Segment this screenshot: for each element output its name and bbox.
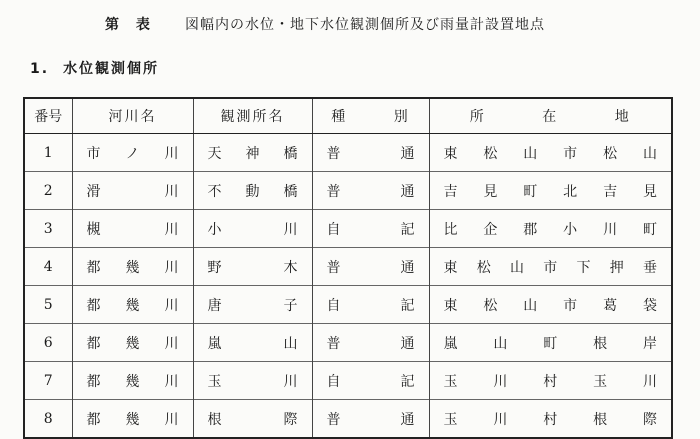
section-title: 水位観測個所 bbox=[63, 61, 160, 77]
table-row bbox=[24, 286, 672, 324]
header-station: 観測所名 bbox=[193, 98, 312, 134]
location-text: 東 松 山 市 葛 袋 bbox=[443, 297, 657, 314]
water-level-table bbox=[23, 97, 673, 439]
observation-type bbox=[312, 248, 429, 286]
section-number: 1. bbox=[30, 61, 50, 77]
observation-type-text: 普 通 bbox=[326, 259, 415, 276]
table-title: 図幅内の水位・地下水位観測個所及び雨量計設置地点 bbox=[185, 17, 545, 33]
station-name bbox=[193, 210, 312, 248]
location bbox=[429, 172, 672, 210]
river-name bbox=[72, 286, 193, 324]
station-name-text: 唐 子 bbox=[207, 297, 298, 314]
observation-type-text: 普 通 bbox=[326, 411, 415, 428]
table-row bbox=[24, 400, 672, 439]
observation-type-text: 普 通 bbox=[326, 145, 415, 162]
station-name bbox=[193, 362, 312, 400]
river-name bbox=[72, 134, 193, 172]
location bbox=[429, 248, 672, 286]
location-text: 比 企 郡 小 川 町 bbox=[443, 221, 657, 238]
row-number: 3 bbox=[24, 210, 72, 248]
table-row bbox=[24, 172, 672, 210]
location bbox=[429, 400, 672, 439]
river-name bbox=[72, 248, 193, 286]
station-name bbox=[193, 248, 312, 286]
location bbox=[429, 134, 672, 172]
observation-type bbox=[312, 134, 429, 172]
station-name-text: 小 川 bbox=[207, 221, 298, 238]
station-name-text: 天 神 橋 bbox=[207, 145, 298, 162]
row-number: 4 bbox=[24, 248, 72, 286]
observation-type-text: 普 通 bbox=[326, 335, 415, 352]
river-name-text: 都 幾 川 bbox=[86, 373, 179, 390]
row-number: 1 bbox=[24, 134, 72, 172]
observation-type bbox=[312, 172, 429, 210]
station-name bbox=[193, 400, 312, 439]
table-row bbox=[24, 210, 672, 248]
section-heading bbox=[30, 58, 159, 78]
table-label: 第 表 bbox=[105, 17, 156, 33]
row-number: 8 bbox=[24, 400, 72, 439]
river-name bbox=[72, 172, 193, 210]
location bbox=[429, 362, 672, 400]
station-name-text: 玉 川 bbox=[207, 373, 298, 390]
location bbox=[429, 210, 672, 248]
header-location: 所 在 地 bbox=[429, 98, 672, 134]
station-name-text: 嵐 山 bbox=[207, 335, 298, 352]
location-text: 玉 川 村 根 際 bbox=[443, 411, 657, 428]
observation-type-text: 自 記 bbox=[326, 221, 415, 238]
table-body bbox=[24, 134, 672, 439]
river-name-text: 滑 川 bbox=[86, 183, 179, 200]
river-name-text: 都 幾 川 bbox=[86, 259, 179, 276]
row-number: 5 bbox=[24, 286, 72, 324]
table-row bbox=[24, 134, 672, 172]
location-text: 東 松 山 市 松 山 bbox=[443, 145, 657, 162]
river-name-text: 槻 川 bbox=[86, 221, 179, 238]
location-text: 東 松 山 市 下 押 垂 bbox=[443, 259, 657, 276]
location bbox=[429, 286, 672, 324]
station-name-text: 根 際 bbox=[207, 411, 298, 428]
station-name bbox=[193, 134, 312, 172]
station-name bbox=[193, 286, 312, 324]
location-text: 嵐 山 町 根 岸 bbox=[443, 335, 657, 352]
location bbox=[429, 324, 672, 362]
station-name bbox=[193, 172, 312, 210]
header-river: 河川名 bbox=[72, 98, 193, 134]
observation-type-text: 自 記 bbox=[326, 297, 415, 314]
table-header-row bbox=[24, 98, 672, 134]
table-row bbox=[24, 324, 672, 362]
river-name bbox=[72, 400, 193, 439]
observation-type bbox=[312, 286, 429, 324]
header-number: 番号 bbox=[24, 98, 72, 134]
river-name bbox=[72, 210, 193, 248]
observation-type-text: 普 通 bbox=[326, 183, 415, 200]
river-name bbox=[72, 324, 193, 362]
table-row bbox=[24, 248, 672, 286]
observation-type-text: 自 記 bbox=[326, 373, 415, 390]
river-name-text: 都 幾 川 bbox=[86, 335, 179, 352]
river-name-text: 都 幾 川 bbox=[86, 411, 179, 428]
observation-type bbox=[312, 400, 429, 439]
row-number: 7 bbox=[24, 362, 72, 400]
station-name-text: 不 動 橋 bbox=[207, 183, 298, 200]
river-name bbox=[72, 362, 193, 400]
row-number: 6 bbox=[24, 324, 72, 362]
table-row bbox=[24, 362, 672, 400]
station-name bbox=[193, 324, 312, 362]
river-name-text: 市 ノ 川 bbox=[86, 145, 179, 162]
observation-type bbox=[312, 362, 429, 400]
row-number: 2 bbox=[24, 172, 72, 210]
header-type: 種 別 bbox=[312, 98, 429, 134]
location-text: 吉 見 町 北 吉 見 bbox=[443, 183, 657, 200]
location-text: 玉 川 村 玉 川 bbox=[443, 373, 657, 390]
river-name-text: 都 幾 川 bbox=[86, 297, 179, 314]
observation-type bbox=[312, 210, 429, 248]
station-name-text: 野 木 bbox=[207, 259, 298, 276]
observation-type bbox=[312, 324, 429, 362]
